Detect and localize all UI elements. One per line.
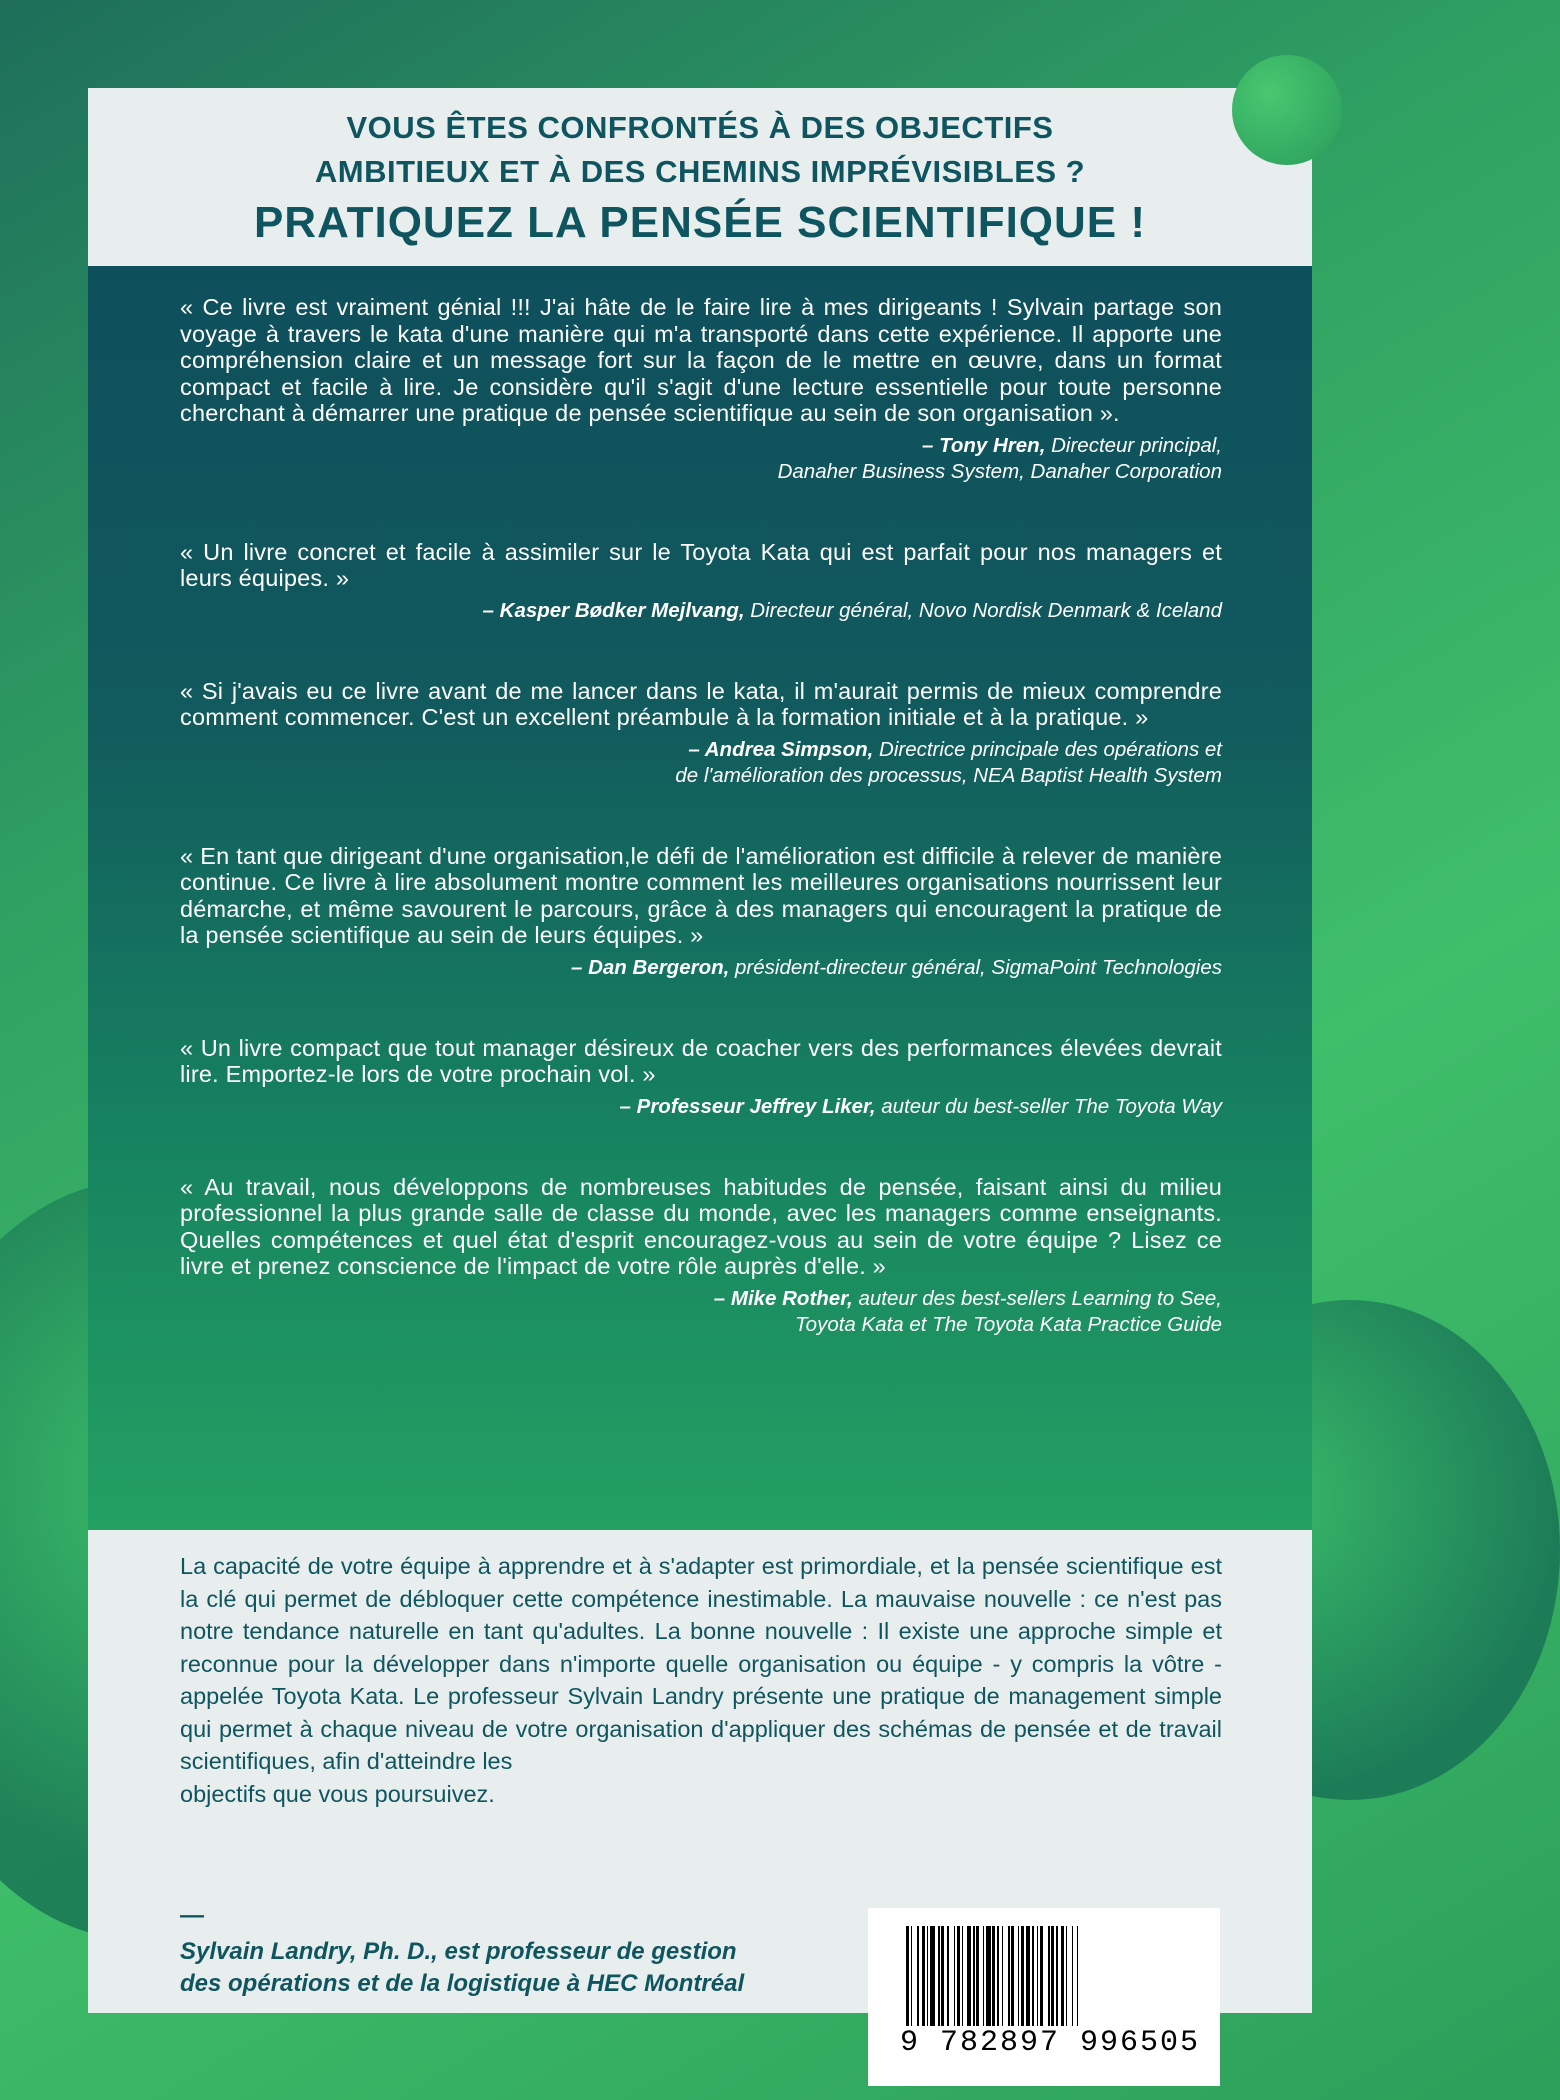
testimonial: [180, 1035, 1222, 1120]
testimonial-author: – Mike Rother,: [713, 1286, 853, 1310]
testimonial-attribution: [180, 1286, 1222, 1338]
testimonial-role: Directeur principal,: [1045, 433, 1222, 457]
testimonial-attribution: [180, 737, 1222, 789]
testimonial-text: « Si j'avais eu ce livre avant de me lancer dans le kata, il m'aurait permis de mieux comprendre comment commencer. C'est un excellent préambule à la formation initiale et à la pratique. »: [180, 677, 1222, 730]
testimonial-author: – Tony Hren,: [922, 433, 1046, 457]
testimonial-text: « Un livre compact que tout manager désireux de coacher vers des performances élevées devrait lire. Emportez-le lors de votre prochain vol. »: [180, 1034, 1222, 1087]
book-description-end: objectifs que vous poursuivez.: [180, 1780, 495, 1807]
testimonial-attribution: [180, 598, 1222, 624]
book-description: La capacité de votre équipe à apprendre et à s'adapter est primordiale, et la pensée scientifique est la clé qui permet de débloquer cette compétence inestimable. La mauvaise nouvelle : ce n'est pas notre tendance naturelle en tant qu'adultes. La bonne nouvelle : Il existe une approche simple et reconnue pour la développer dans n'importe quelle organisation ou équipe - y compris la vôtre - appelée Toyota Kata. Le professeur Sylvain Landry présente une pratique de management simple qui permet à chaque niveau de votre organisation d'appliquer des schémas de pensée et de travail scientifiques, afin d'atteindre les: [180, 1553, 1222, 1774]
barcode-bar: [1078, 1926, 1080, 2026]
testimonial: [180, 294, 1222, 485]
testimonial-role: auteur du best-seller The Toyota Way: [875, 1094, 1222, 1118]
testimonial: [180, 843, 1222, 981]
testimonial: [180, 678, 1222, 789]
author-bio-line-2: des opérations et de la logistique à HEC Montréal: [180, 1970, 745, 1997]
headline-line-1: VOUS ÊTES CONFRONTÉS À DES OBJECTIFS: [346, 110, 1054, 145]
testimonial-author: – Professeur Jeffrey Liker,: [619, 1094, 876, 1118]
testimonial-role-cont: Toyota Kata et The Toyota Kata Practice Guide: [795, 1312, 1222, 1336]
headline-line-2: AMBITIEUX ET À DES CHEMINS IMPRÉVISIBLES ?: [314, 154, 1086, 189]
headline-line-3: PRATIQUEZ LA PENSÉE SCIENTIFIQUE !: [253, 198, 1147, 247]
testimonial-text: « Un livre concret et facile à assimiler sur le Toyota Kata qui est parfait pour nos managers et leurs équipes. »: [180, 538, 1222, 591]
testimonial-author: – Dan Bergeron,: [570, 955, 730, 979]
author-bio-dash: —: [180, 1902, 204, 1929]
testimonial: [180, 1174, 1222, 1338]
testimonial-role-cont: Danaher Business System, Danaher Corporation: [777, 459, 1222, 483]
testimonial-role: Directeur général, Novo Nordisk Denmark & Iceland: [744, 598, 1222, 622]
author-bio: [180, 1900, 744, 2000]
isbn-number: 9 782897 996505: [900, 2026, 1201, 2060]
testimonial-text: « Ce livre est vraiment génial !!! J'ai hâte de le faire lire à mes dirigeants ! Sylvain partage son voyage à travers le kata d'une manière qui m'a transporté dans cette expérience. Il apporte une compréhension claire et un message fort sur la façon de le mettre en œuvre, dans un format compact et facile à lire. Je considère qu'il s'agit d'une lecture essentielle pour toute personne cherchant à démarrer une pratique de pensée scientifique au sein de son organisation ».: [180, 294, 1222, 426]
testimonial-role: auteur des best-sellers Learning to See,: [852, 1286, 1222, 1310]
testimonial-role: Directrice principale des opérations et: [873, 737, 1222, 761]
testimonial-role: président-directeur général, SigmaPoint Technologies: [729, 955, 1222, 979]
headline: [88, 88, 1312, 266]
book-description-panel: [88, 1530, 1312, 2060]
testimonial-author: – Kasper Bødker Mejlvang,: [482, 598, 745, 622]
barcode-bars: [906, 1926, 1184, 2026]
testimonial-author: – Andrea Simpson,: [688, 737, 874, 761]
testimonial: [180, 539, 1222, 624]
testimonial-text: « En tant que dirigeant d'une organisation,le défi de l'amélioration est difficile à relever de manière continue. Ce livre à lire absolument montre comment les meilleures organisations nourrissent leur démarche, et même savourent le parcours, grâce à des managers qui encouragent la pratique de la pensée scientifique au sein de leurs équipes. »: [180, 842, 1222, 948]
testimonial-attribution: [180, 1094, 1222, 1120]
testimonial-attribution: [180, 955, 1222, 981]
back-cover-card: [88, 88, 1312, 2060]
decorative-circle: [1232, 55, 1342, 165]
testimonial-role-cont: de l'amélioration des processus, NEA Baptist Health System: [675, 763, 1222, 787]
testimonial-text: « Au travail, nous développons de nombreuses habitudes de pensée, faisant ainsi du milieu professionnel la plus grande salle de classe du monde, avec les managers comme enseignants. Quelles compétences et quel état d'esprit encouragez-vous au sein de votre équipe ? Lisez ce livre et prenez conscience de l'impact de votre rôle auprès d'elle. »: [180, 1173, 1222, 1279]
testimonials: [88, 266, 1312, 1530]
author-bio-line-1: Sylvain Landry, Ph. D., est professeur de gestion: [180, 1938, 737, 1965]
isbn-barcode: [868, 1908, 1220, 2086]
testimonial-attribution: [180, 433, 1222, 485]
